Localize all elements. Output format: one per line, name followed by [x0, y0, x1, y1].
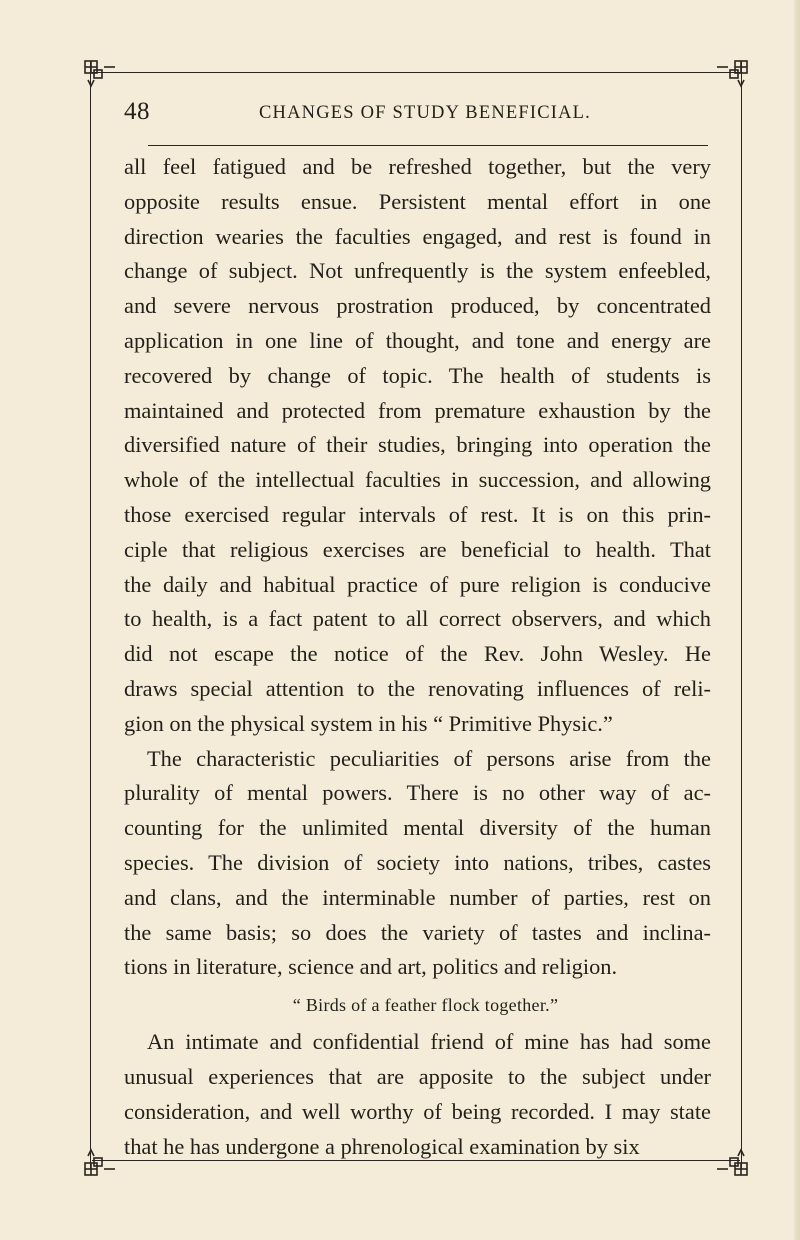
- text-line: the same basis; so does the variety of tastes and inclina-: [124, 919, 711, 945]
- text-line: plurality of mental powers. There is no other way of ac-: [124, 780, 711, 806]
- text-line: change of subject. Not unfrequently is the system enfeebled,: [124, 258, 711, 284]
- text-line: the daily and habitual practice of pure religion is conducive: [124, 571, 711, 597]
- text-line: did not escape the notice of the Rev. John Wesley. He: [124, 641, 711, 667]
- text-line: all feel fatigued and be refreshed together, but the very: [124, 154, 711, 179]
- text-line: tions in literature, science and art, politics and religion.: [124, 954, 618, 980]
- header-rule: [148, 145, 708, 146]
- text-line: whole of the intellectual faculties in succession, and allowing: [124, 467, 711, 493]
- corner-ornament-top-left: [82, 58, 116, 92]
- page-edge-shadow: [794, 0, 800, 1240]
- page-number: 48: [124, 98, 150, 125]
- text-line: consideration, and well worthy of being recorded. I may state: [124, 1098, 711, 1124]
- paragraph-2: [124, 742, 711, 986]
- corner-ornament-bottom-left: [82, 1144, 116, 1178]
- page-header: [124, 97, 712, 137]
- text-line: and severe nervous prostration produced, by concentrated: [124, 293, 711, 319]
- corner-ornament-top-right: [716, 58, 750, 92]
- text-line: diversified nature of their studies, bringing into operation the: [124, 432, 711, 458]
- text-line: counting for the unlimited mental diversity of the human: [124, 815, 711, 841]
- body-text: [124, 150, 711, 1164]
- text-line: draws special attention to the renovating influences of reli-: [124, 675, 711, 701]
- text-line: and clans, and the interminable number of parties, rest on: [124, 884, 711, 910]
- border-rule-top: [92, 72, 740, 73]
- text-line: The characteristic peculiarities of persons arise from the: [147, 745, 711, 771]
- text-line: recovered by change of topic. The health of students is: [124, 362, 711, 388]
- text-line: unusual experiences that are apposite to the subject under: [124, 1063, 711, 1089]
- running-head: CHANGES OF STUDY BENEFICIAL.: [259, 103, 592, 123]
- paragraph-1: [124, 150, 711, 742]
- block-quote: “ Birds of a feather flock together.”: [292, 995, 559, 1016]
- text-line: those exercised regular intervals of rest. It is on this prin-: [124, 501, 711, 527]
- text-line: gion on the physical system in his “ Primitive Physic.”: [124, 710, 613, 736]
- corner-ornament-bottom-right: [716, 1144, 750, 1178]
- text-line: opposite results ensue. Persistent mental effort in one: [124, 188, 711, 214]
- text-line: maintained and protected from premature exhaustion by the: [124, 397, 711, 423]
- text-line: direction wearies the faculties engaged, and rest is found in: [124, 223, 711, 249]
- text-line: An intimate and confidential friend of mine has had some: [147, 1029, 711, 1055]
- text-line: that he has undergone a phrenological examination by six: [124, 1133, 640, 1159]
- text-line: species. The division of society into nations, tribes, castes: [124, 849, 711, 875]
- text-line: ciple that religious exercises are beneficial to health. That: [124, 536, 711, 562]
- paragraph-3: [124, 1025, 711, 1164]
- text-line: application in one line of thought, and tone and energy are: [124, 327, 711, 353]
- text-line: to health, is a fact patent to all correct observers, and which: [124, 606, 711, 632]
